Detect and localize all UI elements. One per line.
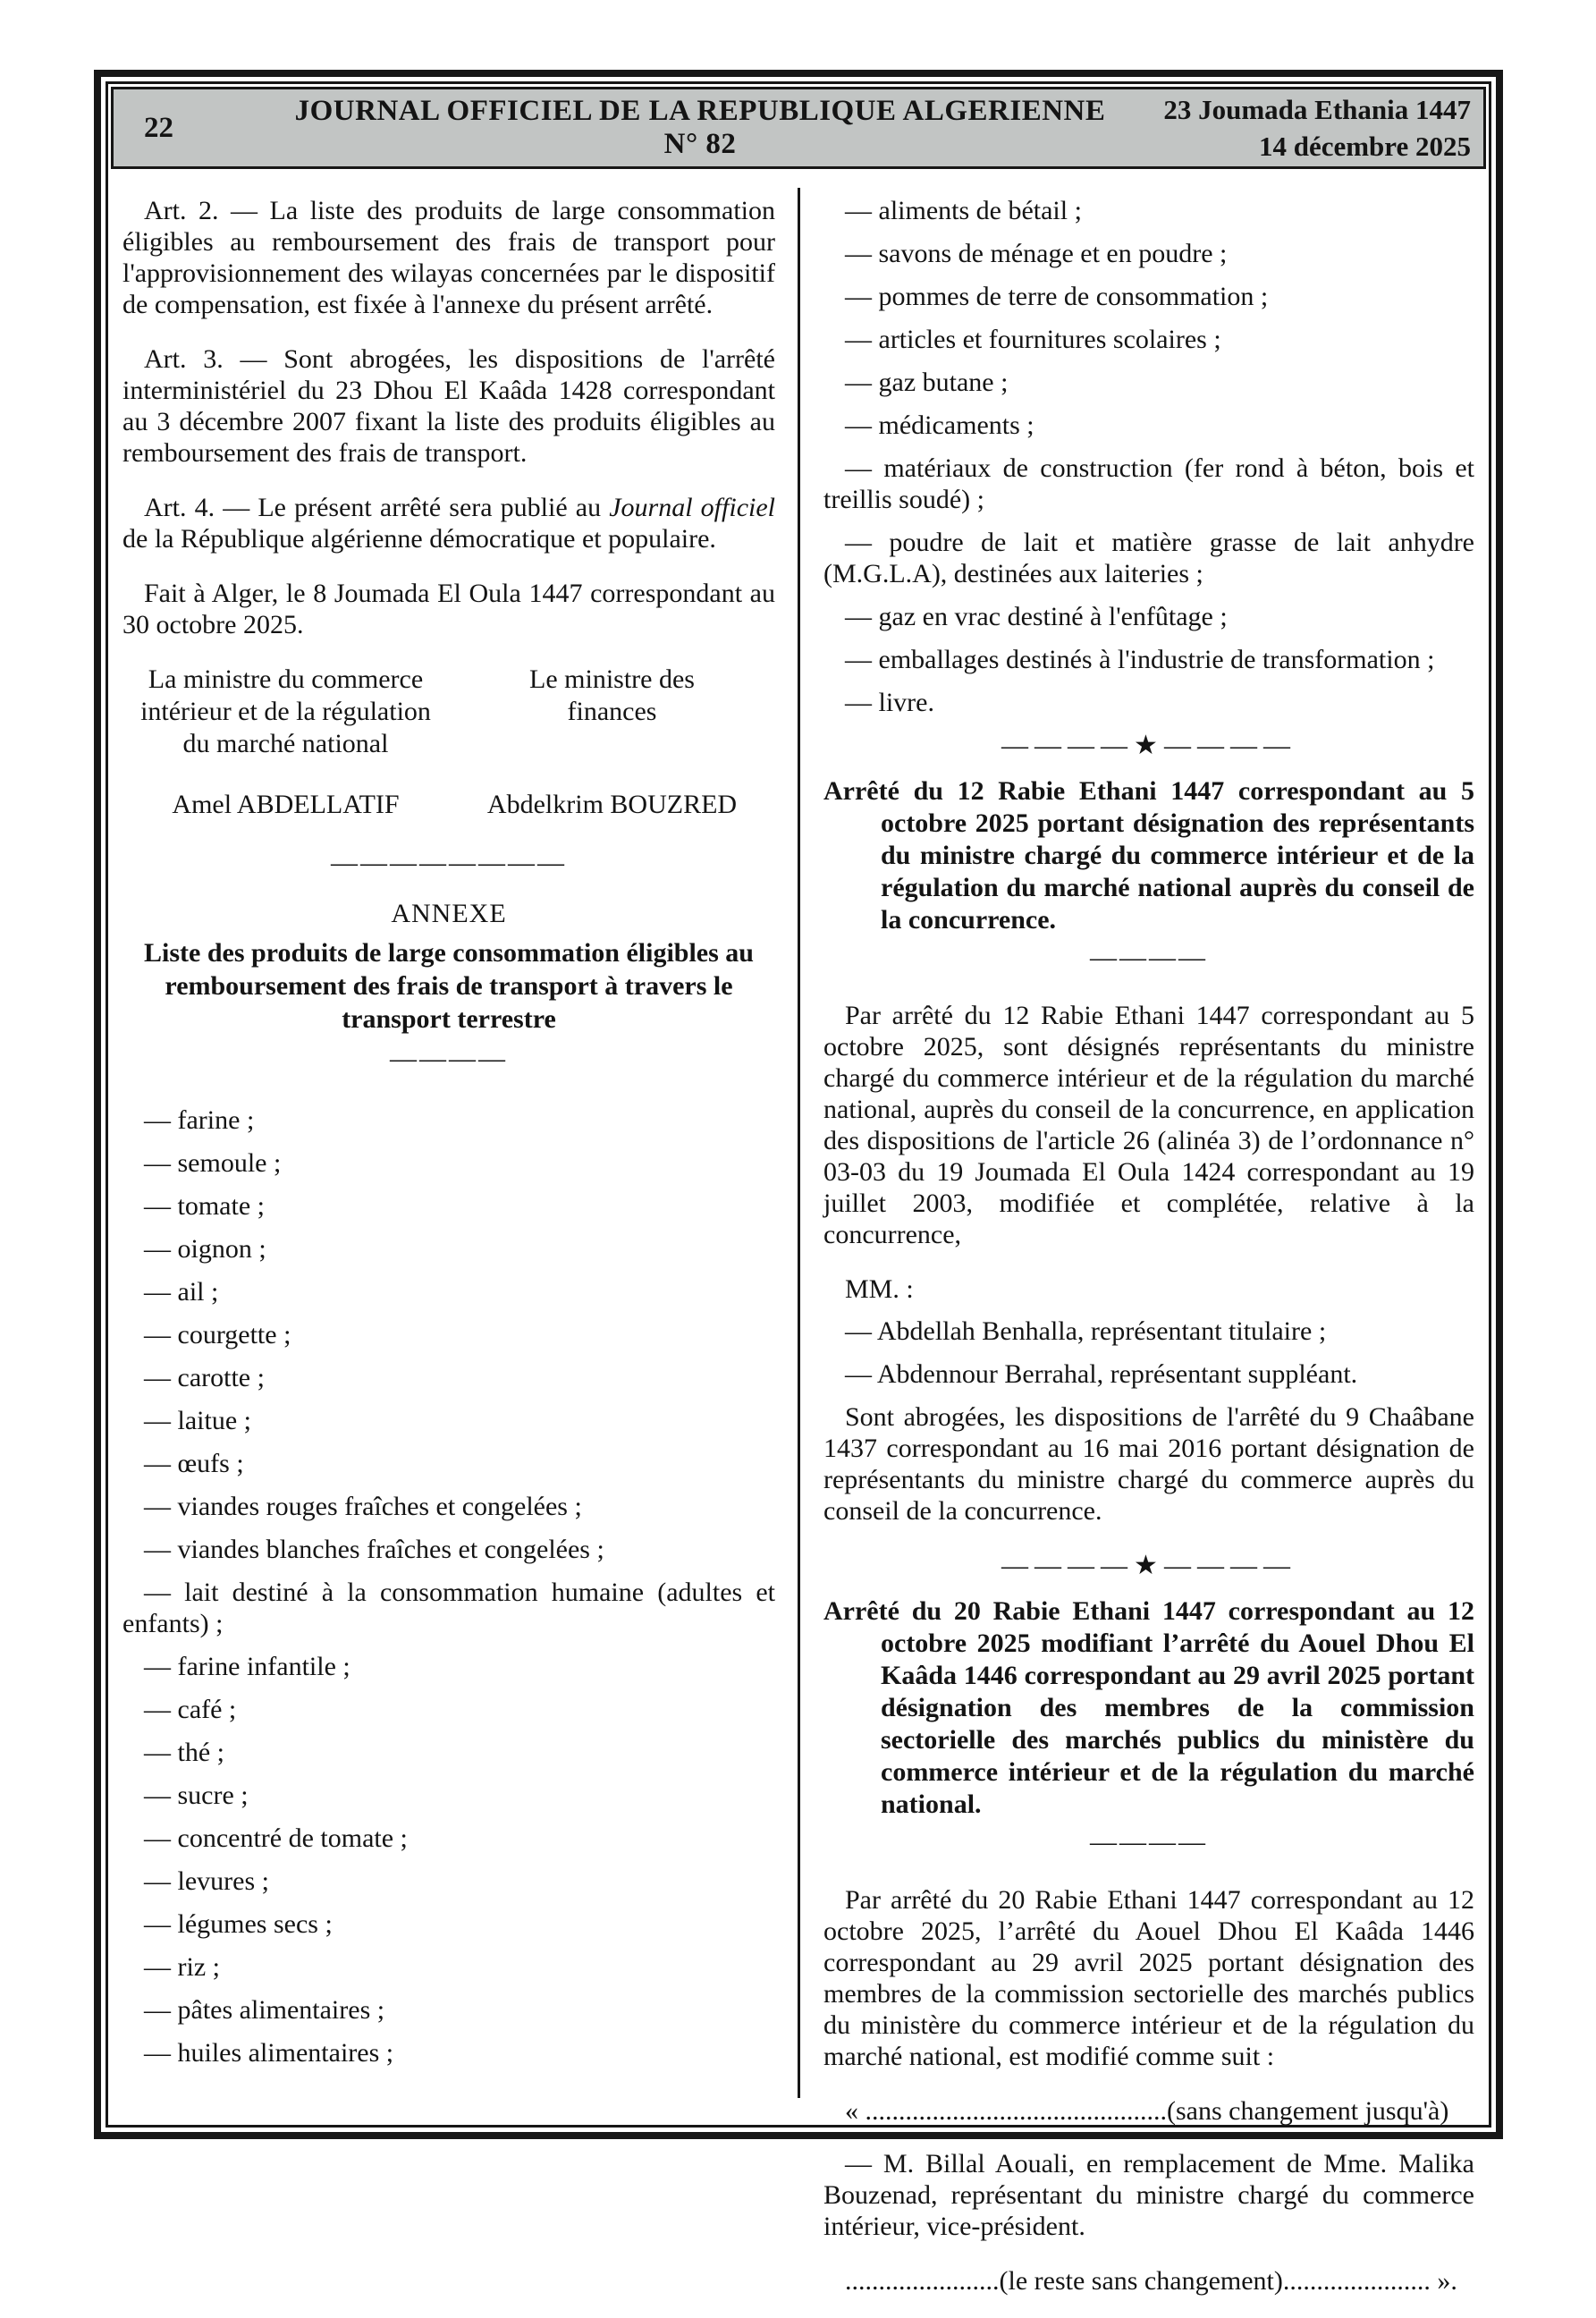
list-item: — légumes secs ;	[144, 1909, 333, 1939]
article-3: Art. 3. — Sont abrogées, les dispositions de l'arrêté interministériel du 23 Dhou El Kaâda 1428 correspondant au 3 décembre 2007 fixant la liste des produits éligibles au remboursement des frais de transport.	[122, 344, 775, 468]
page-number: 22	[144, 111, 173, 144]
list-item: — pommes de terre de consommation ;	[845, 282, 1269, 311]
list-item: — semoule ;	[144, 1148, 282, 1178]
article-2: Art. 2. — La liste des produits de large consommation éligibles au remboursement des frais de transport pour l'approvisionnement des wilayas concernées par le dispositif de compensation, est fixée à l'annexe du présent arrêté.	[122, 196, 775, 319]
arrete-2-abrogation: Sont abrogées, les dispositions de l'arrêté du 9 Chaâbane 1437 correspondant au 16 mai 2016 portant désignation de représentants du ministre chargé du commerce auprès du conseil de la concurrence.	[823, 1402, 1474, 1526]
list-item: — médicaments ;	[845, 410, 1034, 440]
arrete-2-heading: Arrêté du 12 Rabie Ethani 1447 correspondant au 5 octobre 2025 portant désignation des représentants du ministre chargé du commerce intérieur et de la régulation du marché national auprès du conseil de la concurrence.	[823, 776, 1474, 935]
replacement-paragraph: — M. Billal Aouali, en remplacement de Mme. Malika Bouzenad, représentant du ministre chargé du commerce intérieur, vice-président.	[823, 2149, 1474, 2241]
arrete-2-dash-separator: ————	[1090, 943, 1208, 972]
list-item: — courgette ;	[144, 1320, 291, 1349]
list-item: — pâtes alimentaires ;	[144, 1995, 385, 2025]
list-item: — œufs ;	[144, 1449, 244, 1478]
list-item: — concentré de tomate ;	[144, 1823, 408, 1853]
list-item: — oignon ;	[144, 1234, 266, 1264]
article-4-text: Art. 4. — Le présent arrêté sera publié au	[144, 493, 610, 522]
masthead	[111, 87, 1486, 169]
list-item: — farine infantile ;	[144, 1652, 350, 1681]
arrete-2-intro: Par arrêté du 12 Rabie Ethani 1447 correspondant au 5 octobre 2025, sont désignés représentants du ministre chargé du commerce intérieur et de la régulation du marché national, auprès du conseil de la concurrence, en application des dispositions de l'article 26 (alinéa 3) de l’ordonnance n° 03-03 du 19 Joumada El Oula 1424 correspondant au 19 juillet 2003, modifiée et complétée, relative à la concurrence,	[823, 1001, 1474, 1249]
list-item: — viandes rouges fraîches et congelées ;	[144, 1492, 582, 1521]
list-item: — sucre ;	[144, 1781, 249, 1810]
annexe-title: Liste des produits de large consommation éligibles au remboursement des frais de transport à travers le transport terrestre	[144, 938, 754, 1034]
quote-close: .......................(le reste sans changement)...................... ».	[845, 2266, 1457, 2296]
list-item: — gaz en vrac destiné à l'enfûtage ;	[845, 602, 1228, 631]
signature-role-left: La ministre du commerce intérieur et de la régulation du marché national	[140, 664, 431, 758]
list-item: — poudre de lait et matière grasse de lait anhydre (M.G.L.A), destinées aux laiteries ;	[823, 528, 1474, 588]
list-item: — gaz butane ;	[845, 368, 1009, 397]
signature-roles	[122, 664, 775, 760]
list-item: — livre.	[845, 688, 934, 717]
article-4-text-end: de la République algérienne démocratique et populaire.	[122, 524, 716, 554]
signature-name-right: Abdelkrim BOUZRED	[486, 790, 738, 819]
list-item: — carotte ;	[144, 1363, 265, 1392]
quote-open: « .............................................(sans changement jusqu'à)	[845, 2096, 1449, 2126]
list-item: — articles et fournitures scolaires ;	[845, 325, 1221, 354]
signature-names	[122, 789, 775, 820]
annexe-label: ANNEXE	[391, 899, 507, 928]
signature-role-right: Le ministre des finances	[529, 664, 695, 726]
journal-title: JOURNAL OFFICIEL DE LA REPUBLIQUE ALGERIENNE N° 82	[294, 95, 1106, 160]
page-frame	[94, 70, 1503, 2296]
mm-label: MM. :	[845, 1274, 914, 1304]
masthead-dates	[1113, 91, 1483, 165]
list-item: — Abdellah Benhalla, représentant titulaire ;	[845, 1316, 1327, 1346]
list-item: — Abdennour Berrahal, représentant suppléant.	[845, 1359, 1358, 1389]
date-hijri: 23 Joumada Ethania 1447	[1163, 94, 1471, 125]
list-item: — viandes blanches fraîches et congelées ;	[144, 1535, 604, 1564]
column-divider	[798, 188, 800, 2098]
article-4	[122, 492, 775, 554]
fait-a-alger: Fait à Alger, le 8 Joumada El Oula 1447 correspondant au 30 octobre 2025.	[122, 579, 775, 639]
page-frame-inner	[106, 81, 1491, 2296]
list-item: — savons de ménage et en poudre ;	[845, 239, 1228, 268]
date-gregorian: 14 décembre 2025	[1258, 131, 1471, 162]
list-item: — farine ;	[144, 1105, 255, 1135]
list-item: — matériaux de construction (fer rond à béton, bois et treillis soudé) ;	[823, 453, 1474, 514]
arrete-3-heading: Arrêté du 20 Rabie Ethani 1447 correspondant au 12 octobre 2025 modifiant l’arrêté du Aouel Dhou El Kaâda 1446 correspondant au 29 avril 2025 portant désignation des membres de la commission sectorielle des marchés publics du ministère du commerce intérieur et de la régulation du marché national.	[823, 1596, 1474, 1819]
star-divider-icon: ————★————	[1001, 731, 1296, 760]
eligible-product-list	[823, 195, 1474, 718]
list-item: — lait destiné à la consommation humaine (adultes et enfants) ;	[122, 1578, 775, 1638]
list-item: — riz ;	[144, 1952, 220, 1982]
arrete-3-dash-separator: ————	[1090, 1827, 1208, 1857]
arrete-3-intro: Par arrêté du 20 Rabie Ethani 1447 correspondant au 12 octobre 2025, l’arrêté du Aouel Dhou El Kaâda 1446 correspondant au 29 avril 2025 portant désignation des membres de la commission sectorielle des marchés publics du ministère du commerce intérieur et de la régulation du marché national, est modifié comme suit :	[823, 1885, 1474, 2071]
list-item: — huiles alimentaires ;	[144, 2038, 394, 2068]
page-content	[108, 172, 1489, 2318]
representatives-list	[823, 1316, 1474, 1390]
right-column	[798, 195, 1489, 2318]
list-item: — café ;	[144, 1695, 237, 1724]
star-divider-icon: ————★————	[1001, 1551, 1296, 1580]
left-column	[108, 195, 798, 2318]
list-item: — laitue ;	[144, 1406, 251, 1435]
list-item: — aliments de bétail ;	[845, 196, 1082, 225]
annexe-product-list	[122, 1104, 775, 2068]
list-item: — tomate ;	[144, 1191, 265, 1221]
annexe-dash-separator: ————	[390, 1044, 508, 1073]
list-item: — ail ;	[144, 1277, 219, 1307]
signature-name-left: Amel ABDELLATIF	[172, 790, 400, 819]
list-item: — emballages destinés à l'industrie de transformation ;	[845, 645, 1435, 674]
journal-officiel-italic: Journal officiel	[609, 493, 775, 522]
dash-separator: ————————	[331, 848, 567, 877]
list-item: — levures ;	[144, 1866, 269, 1896]
list-item: — thé ;	[144, 1738, 224, 1767]
